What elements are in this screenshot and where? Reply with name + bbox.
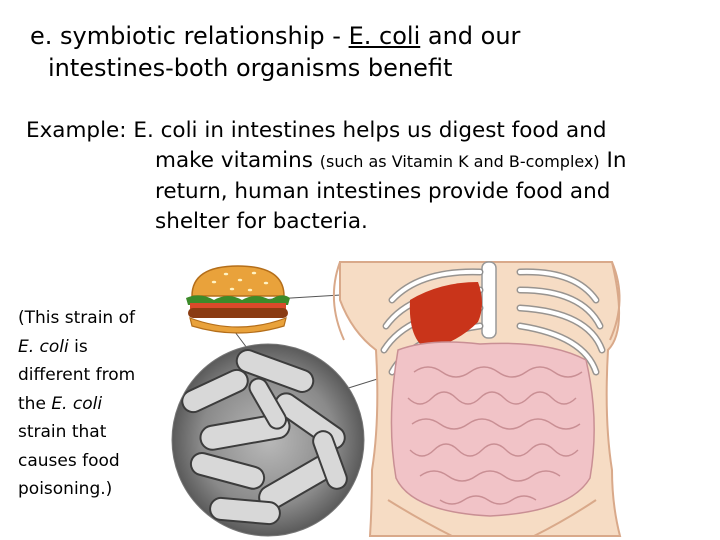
note-line-3: different from (18, 365, 136, 385)
title-suffix: and our (420, 22, 521, 50)
note-line-1: (This strain of (18, 308, 135, 328)
title-prefix: e. symbiotic relationship - (30, 22, 349, 50)
note-line-4: the E. coli (18, 393, 103, 414)
example-line-2-main: make vitamins (155, 148, 320, 173)
example-line-3: return, human intestines provide food and (155, 179, 611, 204)
bacteria-micrograph (172, 344, 364, 536)
example-line-1: Example: E. coli in intestines helps us digest food and (26, 118, 607, 143)
note-line-2: E. coli is (18, 336, 88, 357)
note-line-5: strain that (18, 422, 107, 442)
note-organism-2: E. coli (51, 393, 103, 414)
note-line-7: poisoning.) (18, 479, 113, 499)
note-line-6: causes food (18, 450, 120, 471)
example-line-2-end: In (599, 148, 627, 173)
torso-illustration (334, 262, 620, 536)
example-vitamins-note: (such as Vitamin K and B-complex) (319, 152, 600, 171)
example-line-4: shelter for bacteria. (155, 209, 368, 234)
note-organism: E. coli (18, 336, 69, 357)
title-line-2: intestines-both organisms benefit (48, 54, 453, 82)
hamburger-illustration (186, 266, 290, 333)
title-organism: E. coli (348, 22, 421, 50)
